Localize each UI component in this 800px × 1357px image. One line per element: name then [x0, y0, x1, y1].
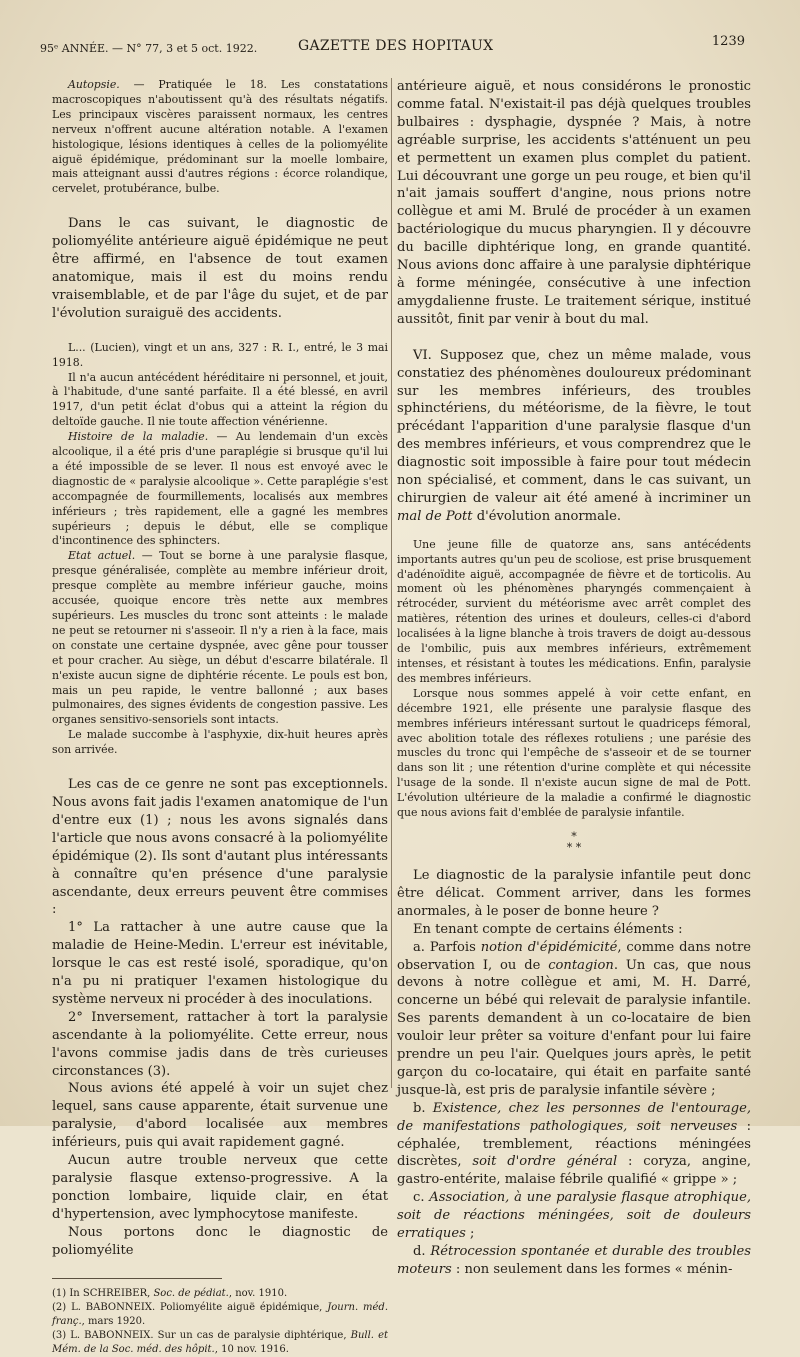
footnote-rule [52, 1278, 222, 1279]
item-c [397, 1189, 751, 1243]
section-vi-text: VI. Supposez que, chez un même malade, vous constatiez des phénomènes douloureux prédominant sur les membres inférieurs, des troubles sphinctériens, du météorisme, de la fièvre, le tout précédant l'apparition d'une paralysie flasque d'un des membres inférieurs, et vous comprendrez que le diagnostic soit impossible à faire pour tout médecin non spécialisé, et comment, dans le cas suivant, un chirurgien de valeur ait été amené à incriminer un [397, 347, 751, 506]
item-d-retrocession: Rétrocession spontanée et durable des troubles moteurs [397, 1244, 751, 1277]
separator-star-top: * [571, 829, 577, 843]
patient-history: Il n'a aucun antécédent héréditaire ni personnel, et jouit, à l'habitude, d'une santé parfaite. Il a été blessé, en avril 1917, d'un petit éclat d'obus qui a atteint la région du deltoïde gauche. Il nie toute affection vénérienne. [52, 370, 388, 429]
section-separator [397, 831, 751, 853]
footnote-3-text: (3) L. BABONNEIX. Sur un cas de paralysie diphtérique, [52, 1329, 351, 1341]
elements-intro: En tenant compte de certains éléments : [413, 921, 683, 937]
item-a-epidemicity: notion d'épidémicité [480, 939, 618, 955]
item-a-contagion: contagion [548, 957, 614, 973]
item-a [397, 939, 751, 1100]
footnote-3 [52, 1329, 388, 1357]
footnote-1-source: Soc. de pédiat. [153, 1287, 229, 1299]
patient-line: L... (Lucien), vingt et un ans, 327 : R. I., entré, le 3 mai 1918. [52, 340, 388, 369]
item-c-association: Association, à une paralysie flasque atrophique, soit de réactions méningées, soit de douleurs erratiques [397, 1190, 751, 1242]
page-number: 1239 [711, 34, 745, 49]
item-d-rest: : non seulement dans les formes « ménin- [451, 1261, 733, 1277]
page-header [40, 36, 745, 58]
diagnosis-delicate: Le diagnostic de la paralysie infantile peut donc être délicat. Comment arriver, dans les formes anormales, à le poser de bonne heure ? [397, 867, 751, 919]
footnote-1-text: (1) In SCHREIBER, [52, 1287, 154, 1299]
cases-paragraph: Les cas de ce genre ne sont pas exceptionnels. Nous avons fait jadis l'examen anatomique de l'un d'entre eux (1) ; nous les avons signalés dans l'article que nous avons consacré à la poliomyélite épidémique (2). Ils sont d'autant plus intéressants à connaître qu'en présence d'une paralysie ascendante, deux erreurs peuvent être commises : [52, 777, 388, 918]
footnote-2-text: (2) L. BABONNEIX. Poliomyélite aiguë épidémique, [52, 1301, 328, 1313]
item-a-lead: a. Parfois [413, 939, 481, 955]
right-column [397, 78, 751, 1279]
mal-de-pott: mal de Pott [397, 508, 473, 524]
section-vi-paragraph [397, 347, 751, 526]
item-d [397, 1243, 751, 1279]
autopsy-paragraph [52, 78, 388, 197]
footnote-1 [52, 1287, 388, 1301]
item-b-general: soit d'ordre général [472, 1154, 618, 1170]
case-intro-paragraph: Dans le cas suivant, le diagnostic de poliomyélite antérieure aiguë épidémique ne peut être affirmé, en l'absence de tout examen anatomique, mais il est du moins rendu vraisemblable, et de par l'âge du sujet, et de par l'évolution suraiguë des accidents. [52, 216, 388, 321]
item-a-rest: . Un cas, que nous devons à notre collègue et ami, M. H. Darré, concerne un bébé qui relevait de paralysie infantile. Ses parents demandent à un co-locataire de bien vouloir leur prêter sa voiture d'enfant pour lui faire prendre un peu l'air. Quelques jours après, le petit garçon du co-locataire, qui était en parfaite santé jusque-là, est pris de paralysie infantile sévère ; [397, 957, 751, 1098]
no-other-paragraph: Aucun autre trouble nerveux que cette paralysie flasque extenso-progressive. A la ponction lombaire, liquide clair, en état d'hypertension, avec lymphocytose manifeste. [52, 1153, 388, 1222]
footnote-3-date: , 10 nov. 1916. [214, 1343, 289, 1355]
item-b-lead: b. [413, 1100, 433, 1116]
etat-label: Etat actuel. [68, 549, 136, 563]
journal-title: GAZETTE DES HOPITAUX [298, 38, 494, 54]
footnote-2 [52, 1301, 388, 1329]
separator-stars-bottom: * * [566, 840, 582, 854]
diagnosis-paragraph: Nous portons donc le diagnostic de poliomyélite [52, 1224, 388, 1258]
autopsy-text: — Pratiquée le 18. Les constatations macroscopiques n'aboutissent qu'à des résultats négatifs. Les principaux viscères paraissent normaux, les centres nerveux n'offrent aucune altération notable. A l'examen histologique, lésions identiques à celles de la poliomyélite aiguë épidémique, prédominant sur la moelle lombaire, mais atteignant aussi d'autres régions : écorce rolandique, cervelet, protubérance, bulbe. [52, 78, 388, 196]
section-vi-end: d'évolution anormale. [472, 508, 621, 524]
continuation-paragraph: antérieure aiguë, et nous considérons le pronostic comme fatal. N'existait-il pas déjà quelques troubles bulbaires : dysphagie, dyspnée ? Mais, à notre agréable surprise, les accidents s'atténuent un peu et permettent un examen plus complet du patient. Lui découvrant une gorge un peu rouge, et bien qu'il n'ait jamais souffert d'angine, nous prions notre collègue et ami M. Brulé de procéder à un examen bactériologique du mucus pharyngien. Il y découvre du bacille diphtérique long, en grande quantité. Nous avions donc affaire à une paralysie diphtérique à forme méningée, consécutive à une infection amygdalienne fruste. Le traitement sérique, institué aussitôt, finit par venir à bout du mal. [397, 79, 751, 327]
footnote-1-date: , nov. 1910. [228, 1287, 288, 1299]
etat-paragraph [52, 549, 388, 728]
etat-text: — Tout se borne à une paralysie flasque, presque généralisée, complète au membre inférieur droit, presque complète au membre inférieur gauche, moins accusée, quoique encore très nette aux membres supérieurs. Les muscles du tronc sont atteints : le malade ne peut se retourner ni s'asseoir. Il n'y a rien à la face, mais on constate une certaine dyspnée, avec gêne pour tousser et pour cracher. Au siège, un début d'escarre bilatérale. Il n'existe aucun signe de diphtérie récente. Le pouls est bon, mais un peu rapide, le ventre ballonné ; aux bases pulmonaires, des signes évidents de congestion passive. Les organes sensitivo-sensoriels sont intacts. [52, 549, 388, 727]
autopsy-label: Autopsie. [68, 78, 120, 91]
case-two-exam: Lorsque nous sommes appelé à voir cette enfant, en décembre 1921, elle présente une paralysie flasque des membres inférieurs intéressant surtout le quadriceps fémoral, avec abolition totale des réflexes rotuliens ; une parésie des muscles du tronc qui l'empêche de s'asseoir et de se tourner dans son lit ; une rétention d'urine complète et qui nécessite l'usage de la sonde. Il n'existe aucun signe de mal de Pott. L'évolution ultérieure de la maladie a confirmé le diagnostic que nous avions fait d'emblée de paralysie infantile. [397, 686, 751, 820]
item-b-existence: Existence, chez les personnes de l'entourage, de manifestations pathologiques, soit nerveuses [397, 1100, 751, 1134]
histoire-text: — Au lendemain d'un excès alcoolique, il a été pris d'une paraplégie si brusque qu'il lui a été impossible de se lever. Il nous est envoyé avec le diagnostic de « paralysie alcoolique ». Cette paraplégie s'est accompagnée de fourmillements, localisés aux membres inférieurs ; très rapidement, elle a gagné les membres supérieurs ; depuis le début, elle se complique d'incontinence des sphincters. [52, 430, 389, 548]
item-b-mid: : céphalée, tremblement, réactions méningées discrètes, [397, 1118, 752, 1170]
item-c-end: ; [465, 1226, 475, 1242]
issue-line: 95ᵉ ANNÉE. — N° 77, 3 et 5 oct. 1922. [40, 42, 258, 55]
item-c-lead: c. [413, 1190, 430, 1206]
footnote-3-source: Bull. et Mém. de la Soc. méd. des hôpit. [52, 1329, 388, 1355]
histoire-paragraph [52, 430, 388, 549]
error-two: 2° Inversement, rattacher à tort la paralysie ascendante à la poliomyélite. Cette erreur, nous l'avons commise jadis dans de très curieuses circonstances (3). [52, 1009, 388, 1079]
column-divider [391, 78, 392, 1088]
case-two-history: Une jeune fille de quatorze ans, sans antécédents importants autres qu'un peu de scoliose, est prise brusquement d'adénoïdite aiguë, accompagnée de fièvre et de torticolis. Au moment où les phénomènes pharyngés commençaient à rétrocéder, survient du météorisme avec arrêt complet des matières, rétention des urines et douleurs, celles-ci d'abord localisées à la ligne blanche à trois travers de doigt au-dessous de l'ombilic, puis aux membres inférieurs, extrêmement intenses, et résistant à toutes les médications. Enfin, paralysie des membres inférieurs. [397, 537, 751, 685]
footnote-2-source: Journ. méd. franç. [52, 1301, 388, 1327]
histoire-label: Histoire de la maladie. [68, 430, 209, 444]
item-d-lead: d. [413, 1244, 431, 1259]
item-a-mid: , comme dans notre observation I, ou de [397, 939, 751, 973]
error-one: 1° La rattacher à une autre cause que la maladie de Heine-Medin. L'erreur est inévitable, lorsque le cas est resté isolé, sporadique, qu'on n'a pu ni pratiquer l'examen histologique du système nerveux ni procéder à des inoculations. [52, 920, 388, 1007]
item-b [397, 1100, 751, 1190]
death-line: Le malade succombe à l'asphyxie, dix-huit heures après son arrivée. [52, 728, 388, 757]
left-column [52, 78, 388, 1357]
called-paragraph: Nous avions été appelé à voir un sujet chez lequel, sans cause apparente, était survenue une paralysie, d'abord localisée aux membres inférieurs, puis qui avait rapidement gagné. [52, 1081, 388, 1151]
footnote-2-date: , mars 1920. [81, 1315, 146, 1327]
item-b-rest: : coryza, angine, gastro-entérite, malaise fébrile qualifié « grippe » ; [397, 1154, 751, 1188]
